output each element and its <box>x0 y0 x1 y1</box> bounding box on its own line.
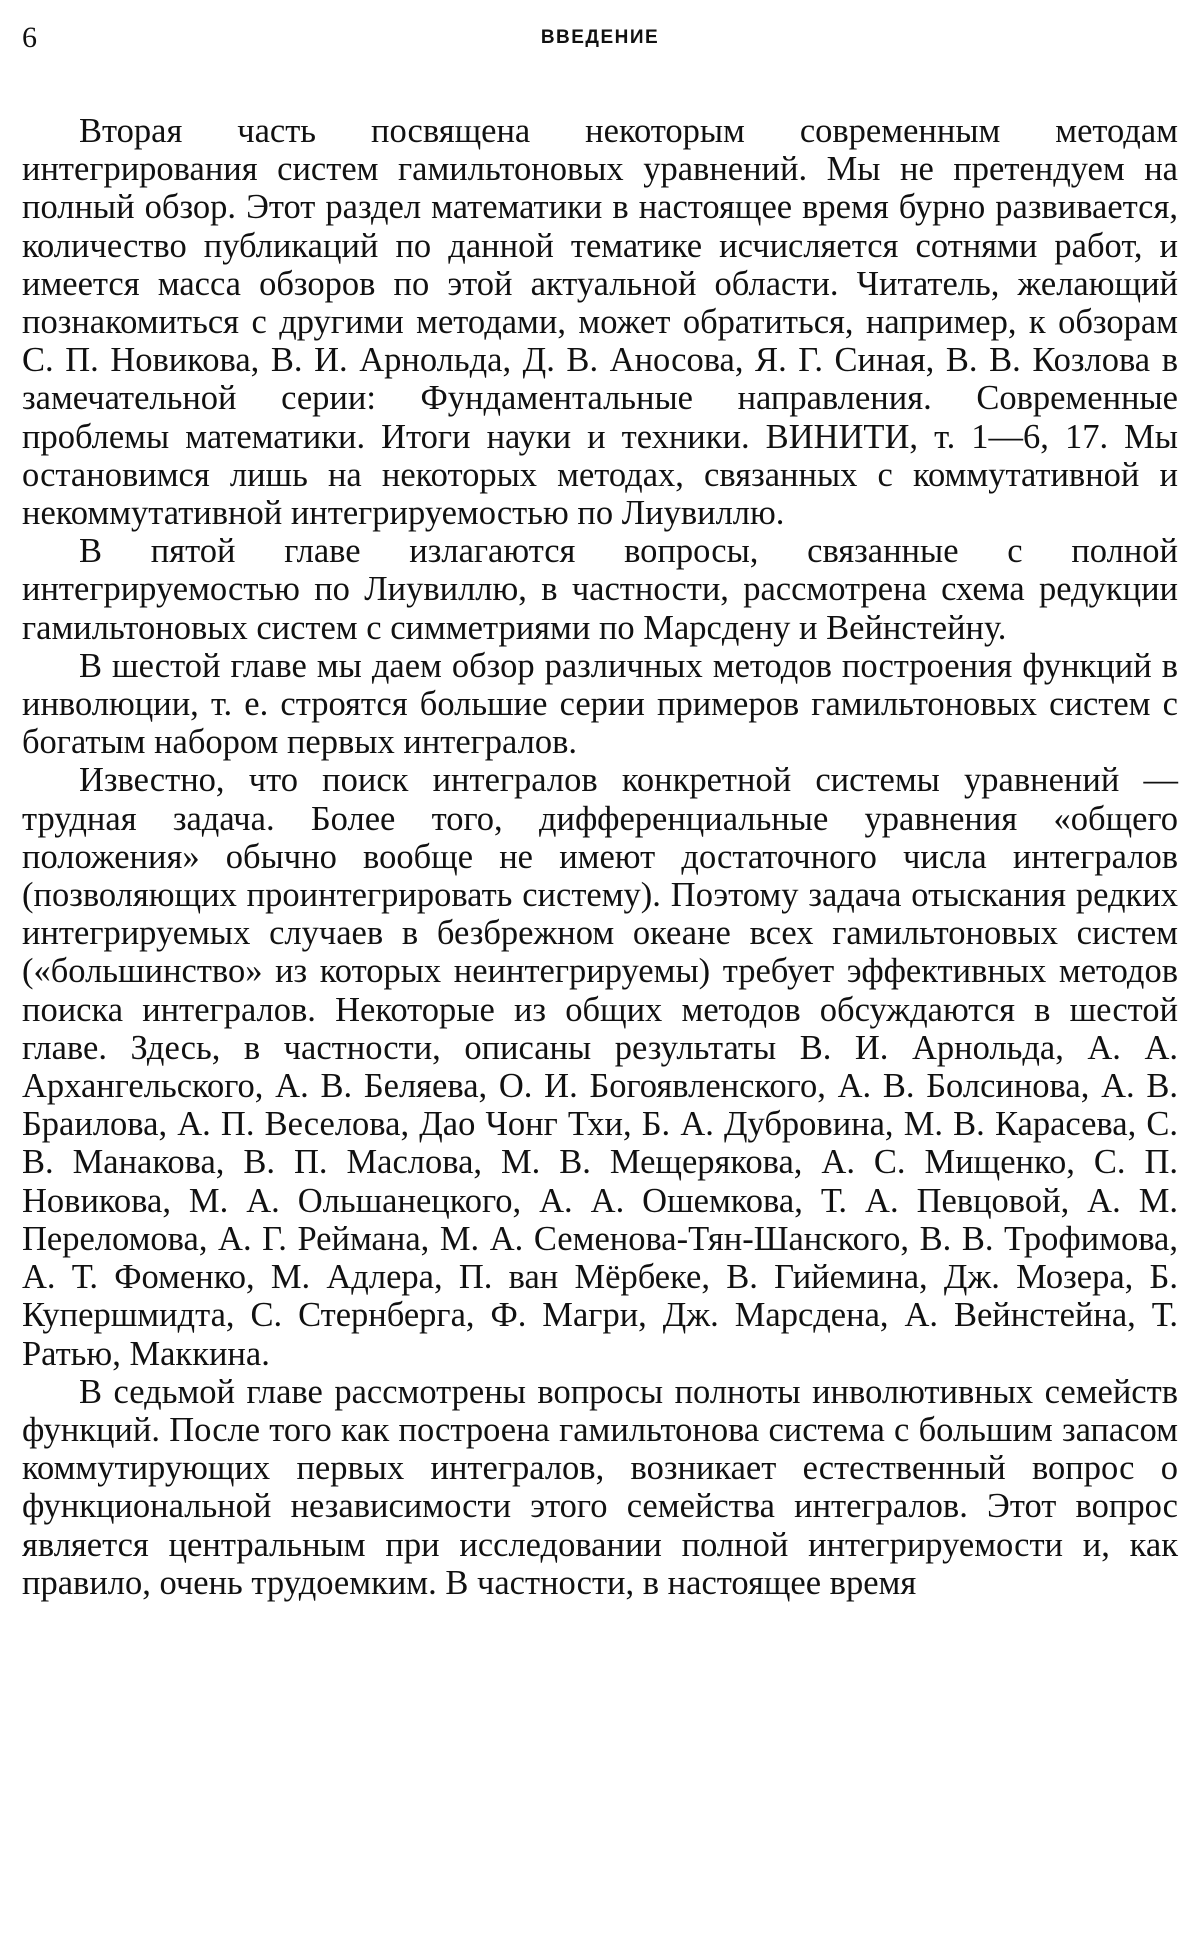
section-title: ВВЕДЕНИЕ <box>540 27 660 48</box>
paragraph-chapter-five: В пятой главе излагаются вопросы, связанные с полной интегрируемостью по Лиувиллю, в частности, рассмотрена схема редукции гамильтоновых систем с симметриями по Марсдену и Вейнстейну. <box>22 532 1178 647</box>
page-number: 6 <box>22 21 37 54</box>
paragraph-second-part: Вторая часть посвящена некоторым современным методам интегрирования систем гамильтоновых уравнений. Мы не претендуем на полный обзор. Этот раздел математики в настоящее время бурно развивается, количество публикаций по данной тематике исчисляется сотнями работ, и имеется масса обзоров по этой актуальной области. Читатель, желающий познакомиться с другими методами, может обратиться, например, к обзорам С. П. Новикова, В. И. Арнольда, Д. В. Аносова, Я. Г. Синая, В. В. Козлова в замечательной серии: Фундаментальные направления. Современные проблемы математики. Итоги науки и техники. ВИНИТИ, т. 1—6, 17. Мы остановимся лишь на некоторых методах, связанных с коммутативной и некоммутативной интегрируемостью по Лиувиллю. <box>22 112 1178 533</box>
paragraph-chapter-six: В шестой главе мы даем обзор различных методов построения функций в инволюции, т. е. строятся большие серии примеров гамильтоновых систем с богатым набором первых интегралов. <box>22 646 1178 762</box>
paragraph-integrals-search: Известно, что поиск интегралов конкретной системы уравнений — трудная задача. Более того, дифференциальные уравнения «общего положения» обычно вообще не имеют достаточного числа интегралов (позволяющих проинтегрировать систему). Поэтому задача отыскания редких интегрируемых случаев в безбрежном океане всех гамильтоновых систем («большинство» из которых неинтегрируемы) требует эффективных методов поиска интегралов. Некоторые из общих методов обсуждаются в шестой главе. Здесь, в частности, описаны результаты В. И. Арнольда, А. А. Архангельского, А. В. Беляева, О. И. Богоявленского, А. В. Болсинова, А. В. Браилова, А. П. Веселова, Дао Чонг Тхи, Б. А. Дубровина, М. В. Карасева, С. В. Манакова, В. П. Маслова, М. В. Мещерякова, А. С. Мищенко, С. П. Новикова, М. А. Ольшанецкого, А. А. Ошемкова, Т. А. Певцовой, А. М. Переломова, А. Г. Реймана, М. А. Семенова-Тян-Шанского, В. В. Трофимова, А. Т. Фоменко, М. Адлера, П. ван Мёрбеке, В. Гийемина, Дж. Мозера, Б. Купершмидта, С. Стернберга, Ф. Магри, Дж. Марсдена, А. Вейнстейна, Т. Ратью, Маккина. <box>22 761 1178 1373</box>
body-text <box>22 112 1178 1602</box>
paragraph-chapter-seven: В седьмой главе рассмотрены вопросы полноты инволютивных семейств функций. После того как построена гамильтонова система с большим запасом коммутирующих первых интегралов, возникает естественный вопрос о функциональной независимости этого семейства интегралов. Этот вопрос является центральным при исследовании полной интегрируемости и, как правило, очень трудоемким. В частности, в настоящее время <box>22 1372 1178 1602</box>
running-head <box>22 18 1178 58</box>
book-page <box>22 18 1178 1923</box>
